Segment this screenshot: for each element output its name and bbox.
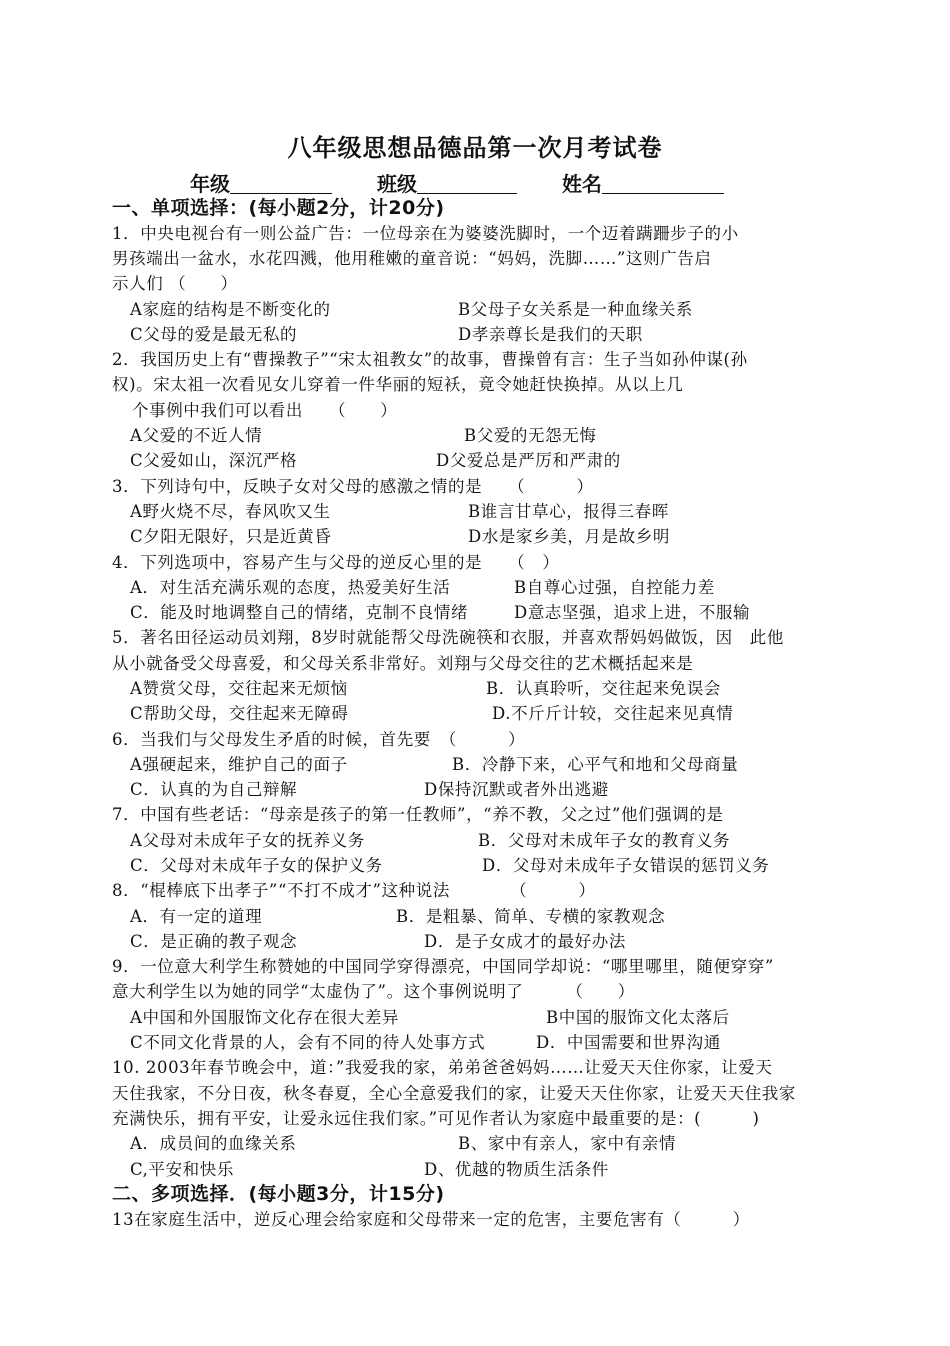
q2-text-line3: 个事例中我们可以看出 （ ） [132, 401, 398, 420]
q1-option-b[interactable]: B父母子女关系是一种血缘关系 [458, 300, 694, 319]
q3-option-d[interactable]: D水是家乡美，月是故乡明 [468, 527, 670, 546]
name-label: 姓名 [561, 172, 602, 196]
q2-option-d[interactable]: D父爱总是严厉和严肃的 [436, 451, 621, 470]
q6-option-b[interactable]: B．冷静下来，心平气和地和父母商量 [452, 755, 739, 774]
q1-text-line1: 1．中央电视台有一则公益广告：一位母亲在为婆婆洗脚时，一个迈着蹒跚步子的小 [112, 224, 739, 243]
q10-text-line2: 天住我家，不分日夜，秋冬春夏，全心全意爱我们的家，让爱天天住你家，让爱天天住我家 [112, 1084, 796, 1103]
class-label: 班级 [376, 172, 417, 196]
q6-option-c[interactable]: C．认真的为自己辩解 [130, 780, 298, 799]
q5-option-d[interactable]: D.不斤斤计较，交往起来见真情 [492, 704, 734, 723]
q2-text-line1: 2．我国历史上有“曹操教子”“宋太祖教女”的故事，曹操曾有言：生子当如孙仲谋(孙 [112, 350, 748, 369]
q3-option-a[interactable]: A野火烧不尽，春风吹又生 [130, 502, 331, 521]
q3-text-line1: 3．下列诗句中，反映子女对父母的感激之情的是 （ ） [112, 477, 594, 496]
q6-text-line1: 6．当我们与父母发生矛盾的时候，首先要 （ ） [112, 730, 526, 749]
q10-text-line1: 10. 2003年春节晚会中，道：”我爱我的家，弟弟爸爸妈妈……让爱天天住你家，让爱天 [112, 1058, 773, 1077]
q10-option-b[interactable]: B、家中有亲人，家中有亲情 [458, 1134, 676, 1153]
q6-option-d[interactable]: D保持沉默或者外出逃避 [424, 780, 609, 799]
q7-option-b[interactable]: B．父母对未成年子女的教育义务 [478, 831, 731, 850]
q10-option-c[interactable]: C,平安和快乐 [130, 1160, 234, 1179]
q10-text-line3: 充满快乐，拥有平安，让爱永远住我们家。”可见作者认为家庭中最重要的是：( ) [112, 1109, 760, 1128]
q8-text-line1: 8．“棍棒底下出孝子”“不打不成才”这种说法 （ ） [112, 881, 596, 900]
q9-option-a[interactable]: A中国和外国服饰文化存在很大差异 [130, 1008, 400, 1027]
q13-text-line1: 13在家庭生活中，逆反心理会给家庭和父母带来一定的危害，主要危害有（ ） [112, 1210, 750, 1229]
q4-option-b[interactable]: B自尊心过强，自控能力差 [514, 578, 715, 597]
section2-heading: 二、多项选择．(每小题3分，计15分) [112, 1183, 445, 1205]
name-field [562, 168, 724, 197]
q9-text-line2: 意大利学生以为她的同学“太虚伪了”。这个事例说明了 （ ） [112, 982, 635, 1001]
q9-option-b[interactable]: B中国的服饰文化太落后 [546, 1008, 730, 1027]
q7-option-a[interactable]: A父母对未成年子女的抚养义务 [130, 831, 365, 850]
q2-option-c[interactable]: C父爱如山，深沉严格 [130, 451, 298, 470]
q7-option-d[interactable]: D．父母对未成年子女错误的惩罚义务 [482, 856, 770, 875]
q2-option-b[interactable]: B父爱的无怨无悔 [464, 426, 597, 445]
q4-option-c[interactable]: C．能及时地调整自己的情绪，克制不良情绪 [130, 603, 469, 622]
q8-option-d[interactable]: D．是子女成才的最好办法 [424, 932, 626, 951]
class-blank[interactable] [417, 173, 517, 194]
q8-option-b[interactable]: B．是粗暴、简单、专横的家教观念 [396, 907, 666, 926]
q8-option-a[interactable]: A．有一定的道理 [130, 907, 263, 926]
q4-option-a[interactable]: A．对生活充满乐观的态度，热爱美好生活 [130, 578, 451, 597]
section1-heading: 一、单项选择：(每小题2分，计20分) [112, 197, 445, 219]
q2-text-line2: 权)。宋太祖一次看见女儿穿着一件华丽的短袄，竟令她赶快换掉。从以上几 [112, 375, 684, 394]
q3-option-b[interactable]: B谁言甘草心，报得三春晖 [468, 502, 669, 521]
q7-option-c[interactable]: C．父母对未成年子女的保护义务 [130, 856, 383, 875]
exam-title: 八年级思想品德品第一次月考试卷 [287, 134, 663, 162]
q10-option-a[interactable]: A．成员间的血缘关系 [130, 1134, 297, 1153]
grade-label: 年级 [190, 172, 230, 196]
q1-text-line3: 示人们 （ ） [112, 274, 238, 293]
q1-option-a[interactable]: A家庭的结构是不断变化的 [130, 300, 331, 319]
q9-text-line1: 9．一位意大利学生称赞她的中国同学穿得漂亮，中国同学却说：“哪里哪里，随便穿穿” [112, 957, 774, 976]
q5-option-c[interactable]: C帮助父母，交往起来无障碍 [130, 704, 349, 723]
q6-option-a[interactable]: A强硬起来，维护自己的面子 [130, 755, 348, 774]
q9-option-c[interactable]: C不同文化背景的人，会有不同的待人处事方式 [130, 1033, 486, 1052]
q5-text-line1: 5．著名田径运动员刘翔，8岁时就能帮父母洗碗筷和衣服，并喜欢帮妈妈做饭，因 此他 [112, 628, 784, 647]
q1-option-d[interactable]: D孝亲尊长是我们的天职 [458, 325, 643, 344]
grade-blank[interactable] [230, 173, 332, 194]
q7-text-line1: 7．中国有些老话：“母亲是孩子的第一任教师”，“养不教，父之过”他们强调的是 [112, 805, 724, 824]
q10-option-d[interactable]: D、优越的物质生活条件 [424, 1160, 609, 1179]
name-blank[interactable] [602, 173, 724, 194]
q2-option-a[interactable]: A父爱的不近人情 [130, 426, 263, 445]
q4-option-d[interactable]: D意志坚强，追求上进，不服输 [514, 603, 751, 622]
q1-text-line2: 男孩端出一盆水，水花四溅，他用稚嫩的童音说：“妈妈，洗脚……”这则广告启 [112, 249, 712, 268]
q1-option-c[interactable]: C父母的爱是最无私的 [130, 325, 298, 344]
q3-option-c[interactable]: C夕阳无限好，只是近黄昏 [130, 527, 332, 546]
q4-text-line1: 4．下列选项中，容易产生与父母的逆反心里的是 （ ） [112, 553, 560, 572]
q5-text-line2: 从小就备受父母喜爱，和父母关系非常好。刘翔与父母交往的艺术概括起来是 [112, 654, 694, 673]
q9-option-d[interactable]: D．中国需要和世界沟通 [536, 1033, 721, 1052]
q5-option-b[interactable]: B．认真聆听，交往起来免误会 [486, 679, 722, 698]
q8-option-c[interactable]: C．是正确的教子观念 [130, 932, 298, 951]
q5-option-a[interactable]: A赞赏父母，交往起来无烦恼 [130, 679, 348, 698]
